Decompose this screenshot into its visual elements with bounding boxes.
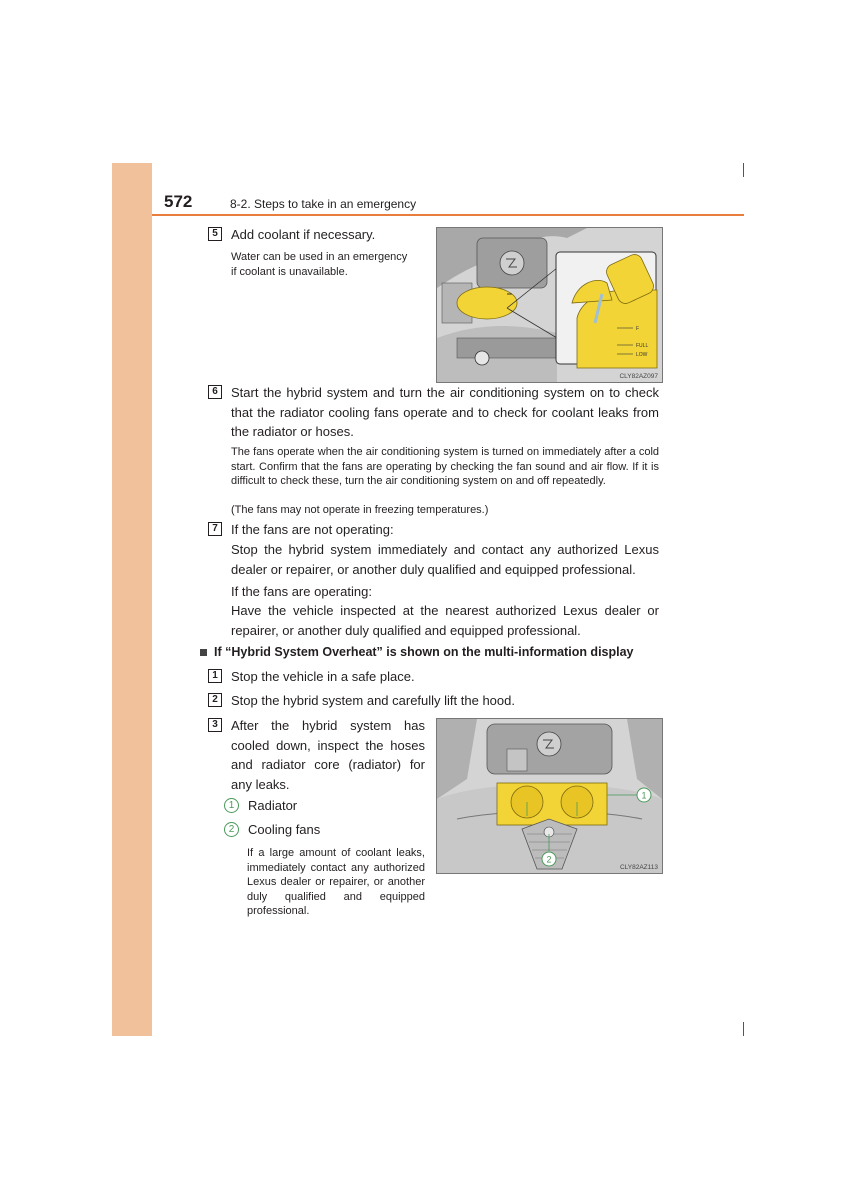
- square-bullet-icon: [200, 649, 207, 656]
- step-5-note: Water can be used in an emergency if coolant is unavailable.: [231, 251, 408, 278]
- overheat-step-1: [208, 667, 415, 687]
- callout-1: 1: [641, 790, 647, 801]
- step-number: 7: [208, 522, 222, 536]
- page-number: 572: [164, 192, 193, 211]
- step-text: Start the hybrid system and turn the air conditioning system on to check that the radiator cooling fans operate and to check for coolant leaks from the radiator or hoses.: [231, 385, 659, 439]
- label-low: LOW: [636, 352, 648, 358]
- step-7-text-1: Stop the hybrid system immediately and contact any authorized Lexus dealer or repairer, or another duly qualified and equipped professional.: [231, 542, 659, 577]
- overheat-note: If a large amount of coolant leaks, immediately contact any authorized Lexus dealer or repairer, or another duly qualified and equipped professional.: [247, 847, 425, 917]
- crop-mark-top: [743, 163, 744, 177]
- step-6-note: The fans operate when the air conditioning system is turned on immediately after a cold start. Confirm that the fans are operating by checking the fan sound and air flow. If it is difficult to check these, turn the air conditioning system on and off repeatedly.: [231, 446, 659, 487]
- step-number: 2: [208, 693, 222, 707]
- overheat-step-3: [208, 716, 425, 794]
- step-number: 6: [208, 385, 222, 399]
- crop-mark-bottom: [743, 1022, 744, 1036]
- section-title: 8-2. Steps to take in an emergency: [230, 197, 417, 211]
- engine-bay-illustration: [437, 228, 662, 382]
- side-color-band: [112, 163, 152, 1036]
- step-5: [208, 225, 375, 245]
- step-7-condition-2: If the fans are operating:: [231, 584, 372, 599]
- overheat-heading: If “Hybrid System Overheat” is shown on the multi-information display: [200, 645, 634, 659]
- overheat-step-2: [208, 691, 515, 711]
- callout-number: 2: [224, 822, 239, 837]
- callout-2: 2: [546, 854, 552, 865]
- legend-radiator: 1 Radiator: [224, 798, 297, 813]
- callout-number: 1: [224, 798, 239, 813]
- label-f: F: [636, 326, 640, 332]
- legend-cooling-fans: 2 Cooling fans: [224, 822, 320, 837]
- coolant-reservoir-figure: [436, 227, 663, 383]
- step-7-text-2: Have the vehicle inspected at the nearest authorized Lexus dealer or repairer, or another duly qualified and equipped professional.: [231, 603, 659, 638]
- step-text: Stop the vehicle in a safe place.: [231, 669, 415, 684]
- step-text: Add coolant if necessary.: [231, 227, 376, 242]
- step-6-note-2: (The fans may not operate in freezing temperatures.): [231, 504, 489, 516]
- label-full: FULL: [636, 343, 649, 349]
- step-text: After the hybrid system has cooled down, inspect the hoses and radiator core (radiator) for any leaks.: [231, 718, 425, 792]
- figure-code: CLY82AZ113: [619, 864, 658, 871]
- figure-code: CLY82AZ097: [619, 373, 658, 380]
- step-text: Stop the hybrid system and carefully lift the hood.: [231, 693, 515, 708]
- step-number: 1: [208, 669, 222, 683]
- header-rule: [152, 214, 744, 216]
- step-7: [208, 520, 394, 540]
- front-radiator-illustration: [437, 719, 662, 873]
- radiator-figure: [436, 718, 663, 874]
- step-6: [208, 383, 659, 442]
- step-number: 5: [208, 227, 222, 241]
- step-number: 3: [208, 718, 222, 732]
- step-condition: If the fans are not operating:: [231, 522, 394, 537]
